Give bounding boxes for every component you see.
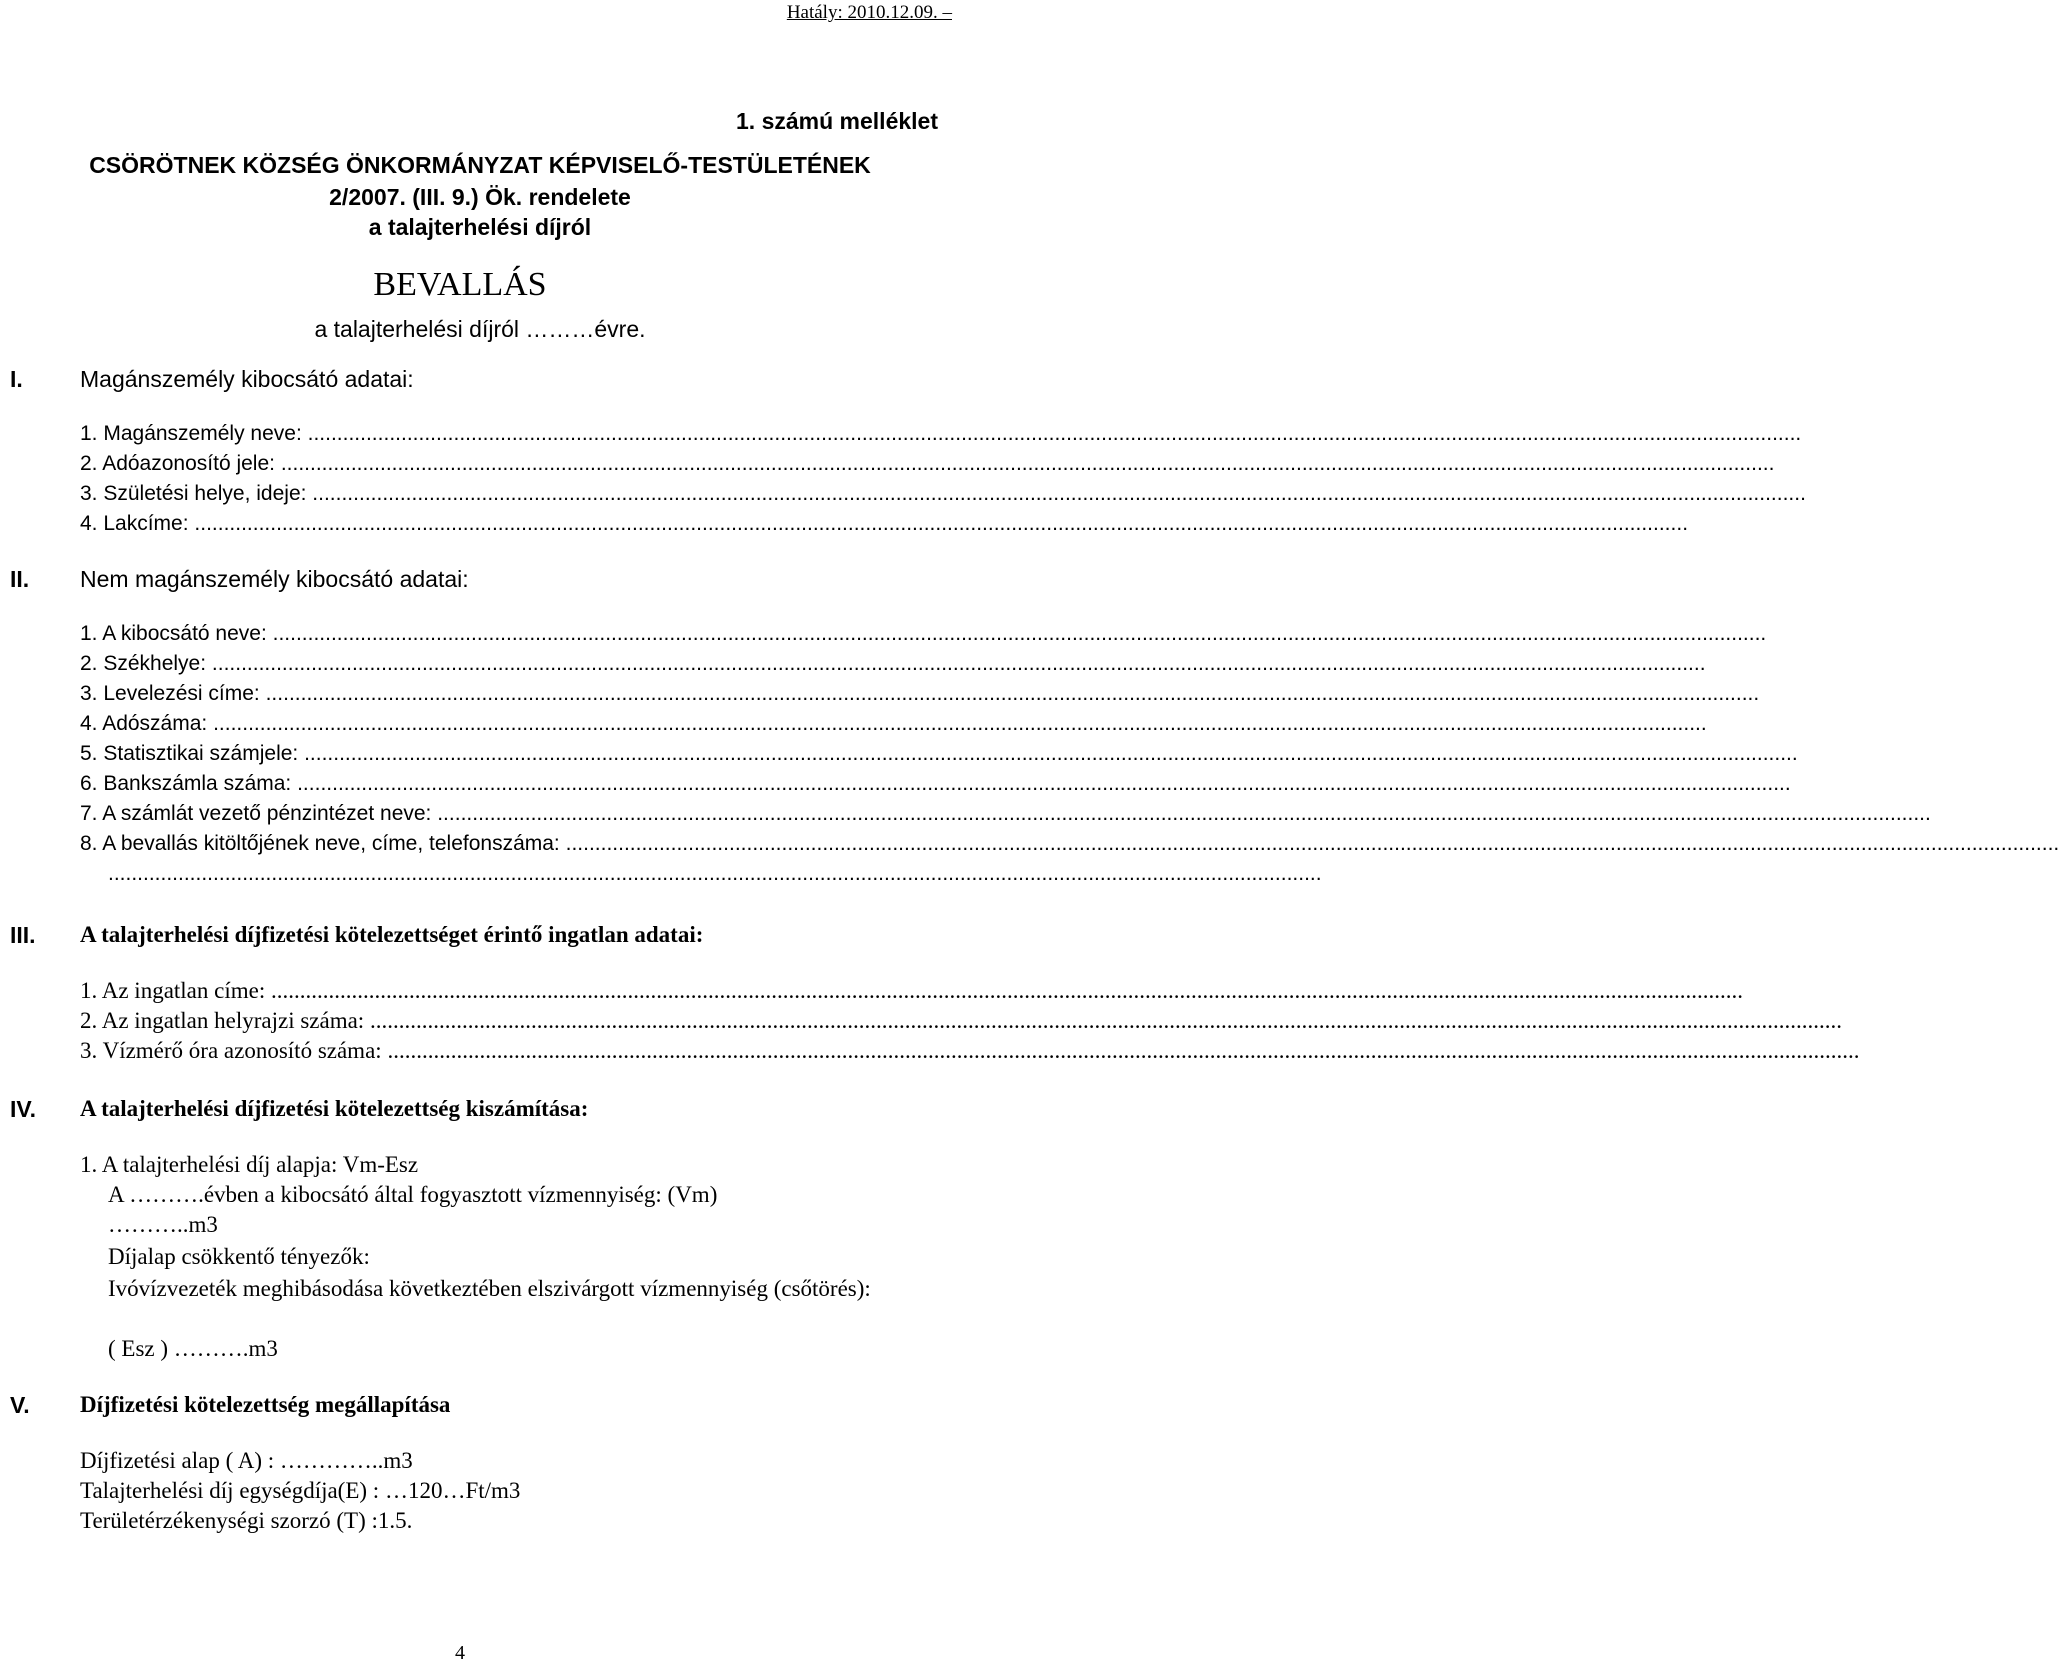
field-tax-number[interactable]: 4. Adószáma: ..... [80,712,945,742]
field-bank-name[interactable]: 7. A számlát vezető pénzintézet neve: ..... [80,802,945,832]
field-mailing-address[interactable]: 3. Levelezési címe: ..... [80,682,945,712]
section-iv-title: A talajterhelési díjfizetési kötelezettség kiszámítása: [80,1096,589,1121]
field-headquarters[interactable]: 2. Székhelye: ..... [80,652,945,682]
annex-label: 1. számú melléklet [736,108,938,134]
council-title: CSÖRÖTNEK KÖZSÉG ÖNKORMÁNYZAT KÉPVISELŐ-TESTÜLETÉNEK [89,152,871,178]
section-i-title: Magánszemély kibocsátó adatai: [80,366,414,392]
field-filer-contact[interactable]: 8. A bevallás kitöltőjének neve, címe, telefonszáma: ..... [80,832,945,862]
effective-date-link[interactable]: Hatály: 2010.12.09. – [786,2,952,23]
decree-subject: a talajterhelési díjról [368,214,592,240]
section-i-number: I. [10,366,23,392]
page-number: 4 [455,1642,465,1664]
section-iii-number: III. [10,922,36,948]
water-consumption-m3[interactable]: ………..m3 [108,1212,218,1237]
reduction-factors-label: Díjalap csökkentő tényezők: [108,1244,370,1269]
field-water-meter-id[interactable]: 3. Vízmérő óra azonosító száma: ..... [80,1038,945,1068]
unit-fee-line: Talajterhelési díj egységdíja(E) : …120…Ft/m3 [80,1478,521,1503]
field-emitter-name[interactable]: 1. A kibocsátó neve: ..... [80,622,945,652]
section-ii-number: II. [10,566,30,592]
water-consumption-line[interactable]: A ……….évben a kibocsátó által fogyasztott vízmennyiség: (Vm) [108,1182,718,1207]
field-filer-contact-continued[interactable]: ................................................................................................................................................................................................................ [108,862,1322,885]
esz-m3-line[interactable]: ( Esz ) ……….m3 [108,1336,278,1361]
section-v-title: Díjfizetési kötelezettség megállapítása [80,1392,451,1417]
form-subtitle: a talajterhelési díjról ………évre. [314,316,646,342]
field-birth-place-date[interactable]: 3. Születési helye, ideje: ..... [80,482,945,512]
form-title: BEVALLÁS [373,266,547,303]
field-address[interactable]: 4. Lakcíme: ..... [80,512,945,542]
field-statistical-code[interactable]: 5. Statisztikai számjele: ..... [80,742,945,772]
fee-base-line[interactable]: Díjfizetési alap ( A) : …………..m3 [80,1448,413,1473]
field-property-lot-number[interactable]: 2. Az ingatlan helyrajzi száma: ..... [80,1008,945,1038]
field-property-address[interactable]: 1. Az ingatlan címe: ..... [80,978,945,1008]
sensitivity-factor-line: Területérzékenységi szorzó (T) :1.5. [80,1508,413,1533]
leak-volume-line: Ivóvízvezeték meghibásodása következtében elszivárgott vízmennyiség (csőtörés): [108,1276,871,1301]
section-iv-number: IV. [10,1096,37,1122]
fee-base-formula: 1. A talajterhelési díj alapja: Vm-Esz [80,1152,419,1177]
field-private-name[interactable]: 1. Magánszemély neve: ..... [80,422,945,452]
section-iii-title: A talajterhelési díjfizetési kötelezettséget érintő ingatlan adatai: [80,922,704,947]
section-ii-title: Nem magánszemély kibocsátó adatai: [80,566,469,592]
decree-number: 2/2007. (III. 9.) Ök. rendelete [329,184,631,210]
field-tax-id[interactable]: 2. Adóazonosító jele: ..... [80,452,945,482]
section-v-number: V. [10,1392,30,1418]
field-bank-account[interactable]: 6. Bankszámla száma: ..... [80,772,945,802]
